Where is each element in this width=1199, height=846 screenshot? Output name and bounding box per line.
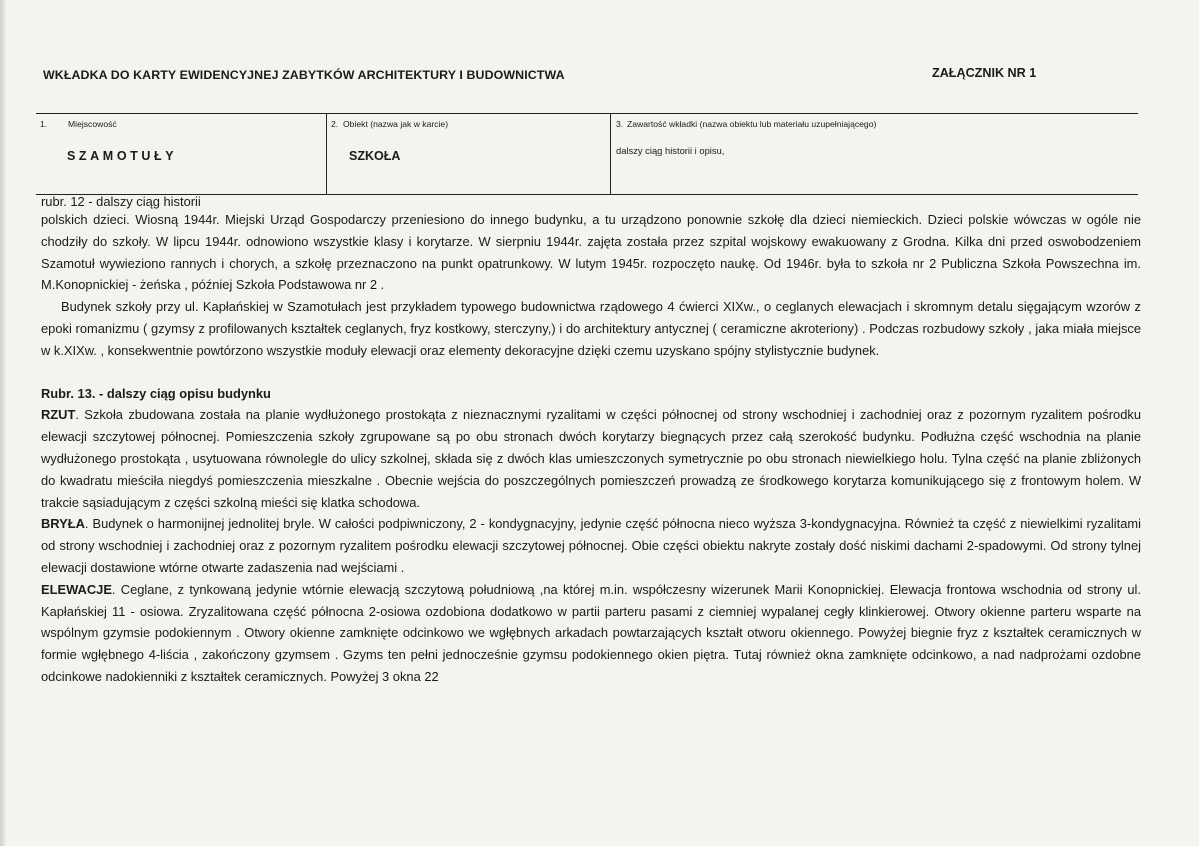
form-cell-locality <box>36 114 326 194</box>
bryla-text: . Budynek o harmonijnej jednolitej bryle. W całości podpiwniczony, 2 - kondygnacyjny, jedynie część północna nieco wyższa 3-kondygnacyjna. Również ta część z niewielkimi ryzalitami od strony wschodniej i zachodniej oraz z pozornym ryzalitem pośrodku elewacji szczytowej północnej. Obie części obiektu nakryte zostały dość niskimi dachami 2-spadowymi. Od strony tylnej elewacji dostawione wtórne otwarte zadaszenia nad wejściami . <box>41 516 1141 575</box>
field-label-contents: Zawartość wkładki (nazwa obiektu lub materiału uzupełniającego) <box>627 119 877 129</box>
rzut-label: RZUT <box>41 407 76 423</box>
elewacje-text: . Ceglane, z tynkowaną jedynie wtórnie elewacją szczytową południową ,na której m.in. współczesny wizerunek Marii Konopnickiej. Elewacja frontowa wschodnia od strony ul. Kapłańskiej 11 - osiowa. Zryzalitowana część północna 2-osiowa ozdobiona dodatkowo w partii parteru pasami z ciemniej wypalanej cegły klinkierowej. Otwory okienne parteru wsparte na wspólnym gzymsie podokiennym . Otwory okienne zamknięte odcinkowo we wgłębnych arkadach powtarzających kształt otworu okiennego. Powyżej biegnie fryz z kształtek ceramicznych w formie wgłębnego 4-liścia , zakończony gzymsem . Gzyms ten pełni jednocześnie gzymsu podokiennego okien piętra. Tutaj również okna zamknięte odcinkowo, a nad nadprożami ozdobne odcinkowe nadokienniki z kształtek ceramicznych. Powyżej 3 okna 22 <box>41 581 1141 684</box>
object-value: SZKOŁA <box>349 149 401 163</box>
bryla-paragraph <box>41 513 1141 578</box>
contents-value: dalszy ciąg historii i opisu, <box>616 145 725 156</box>
rzut-text: . Szkoła zbudowana została na planie wydłużonego prostokąta z nieznacznymi ryzalitami w części północnej od strony wschodniej i zachodniej oraz z pozornym ryzalitem pośrodku elewacji szczytowej północnej. Pomieszczenia szkoły zgrupowane są po obu stronach dwóch korytarzy biegnących przez całą szerokość budynku. Podłużna część wschodnia na planie wydłużonego prostokąta , usytuowana równolegle do ulicy szkolnej, składa się z dwóch klas umieszczonych symetrycznie po obu stronach niewielkiego holu. Tylna część na planie zbliżonych do kwadratu mieściła niegdyś pomieszczenia mieszkalne . Obecnie wejścia do poszczególnych pomieszczeń prowadzą ze środkowego korytarza komunikującego się z frontowym holem. W trakcie sąsiadującym z części szkolną mieści się klatka schodowa. <box>41 407 1141 510</box>
record-form-table <box>36 113 1138 195</box>
locality-value: SZAMOTUŁY <box>67 149 178 163</box>
bryla-label: BRYŁA <box>41 516 85 532</box>
field-label-locality: Miejscowość <box>68 119 117 129</box>
field-number: 3. <box>616 119 624 129</box>
building-paragraph: Budynek szkoły przy ul. Kapłańskiej w Szamotułach jest przykładem typowego budownictwa rządowego 4 ćwierci XIXw., o ceglanych elewacjach i skromnym detalu sięgającym wzorów z epoki romanizmu ( gzymsy z profilowanych kształtek ceglanych, fryz kostkowy, sterczyny,) i do architektury antycznej ( ceramiczne akroteriony) . Podczas rozbudowy szkoły , jaka miała miejsce w k.XIXw. , konsekwentnie powtórzono wszystkie moduły elewacji oraz elementy dekoracyjne dzięki czemu uzyskano spójny stylistycznie budynek. <box>41 299 1141 358</box>
elewacje-paragraph <box>41 579 1141 688</box>
field-label-object: Obiekt (nazwa jak w karcie) <box>343 119 449 129</box>
rzut-paragraph <box>41 404 1141 513</box>
rubric-13-heading: Rubr. 13. - dalszy ciąg opisu budynku <box>41 385 271 401</box>
rubric-12-label: rubr. 12 - dalszy ciąg historii <box>41 194 201 209</box>
document-title: WKŁADKA DO KARTY EWIDENCYJNEJ ZABYTKÓW ARCHITEKTURY I BUDOWNICTWA <box>43 68 565 82</box>
field-number: 2. <box>331 119 339 129</box>
annex-label: ZAŁĄCZNIK NR 1 <box>932 66 1037 80</box>
form-cell-contents <box>610 114 1139 194</box>
elewacje-label: ELEWACJE <box>41 581 112 597</box>
document-body <box>41 195 1141 688</box>
field-number: 1. <box>40 119 48 129</box>
scan-edge <box>0 0 6 846</box>
form-cell-object <box>326 114 611 194</box>
history-paragraph: polskich dzieci. Wiosną 1944r. Miejski Urząd Gospodarczy przeniesiono do innego budynku, a tu urządzono ponownie szkołę dla dzieci niemieckich. Dzieci polskie wówczas w ogóle nie chodziły do szkoły. W lipcu 1944r. odnowiono wszystkie klasy i korytarze. W sierpniu 1944r. zajęta została przez szpital wojskowy ewakuowany z Grodna. Kilka dni przed oswobodzeniem Szamotuł wywieziono rannych i chorych, a szkołę przeznaczono na punkt opatrunkowy. W lutym 1945r. rozpoczęto naukę. Od 1946r. była to szkoła nr 2 Publiczna Szkoła Powszechna im. M.Konopnickiej - żeńska , później Szkoła Podstawowa nr 2 . <box>41 212 1141 293</box>
